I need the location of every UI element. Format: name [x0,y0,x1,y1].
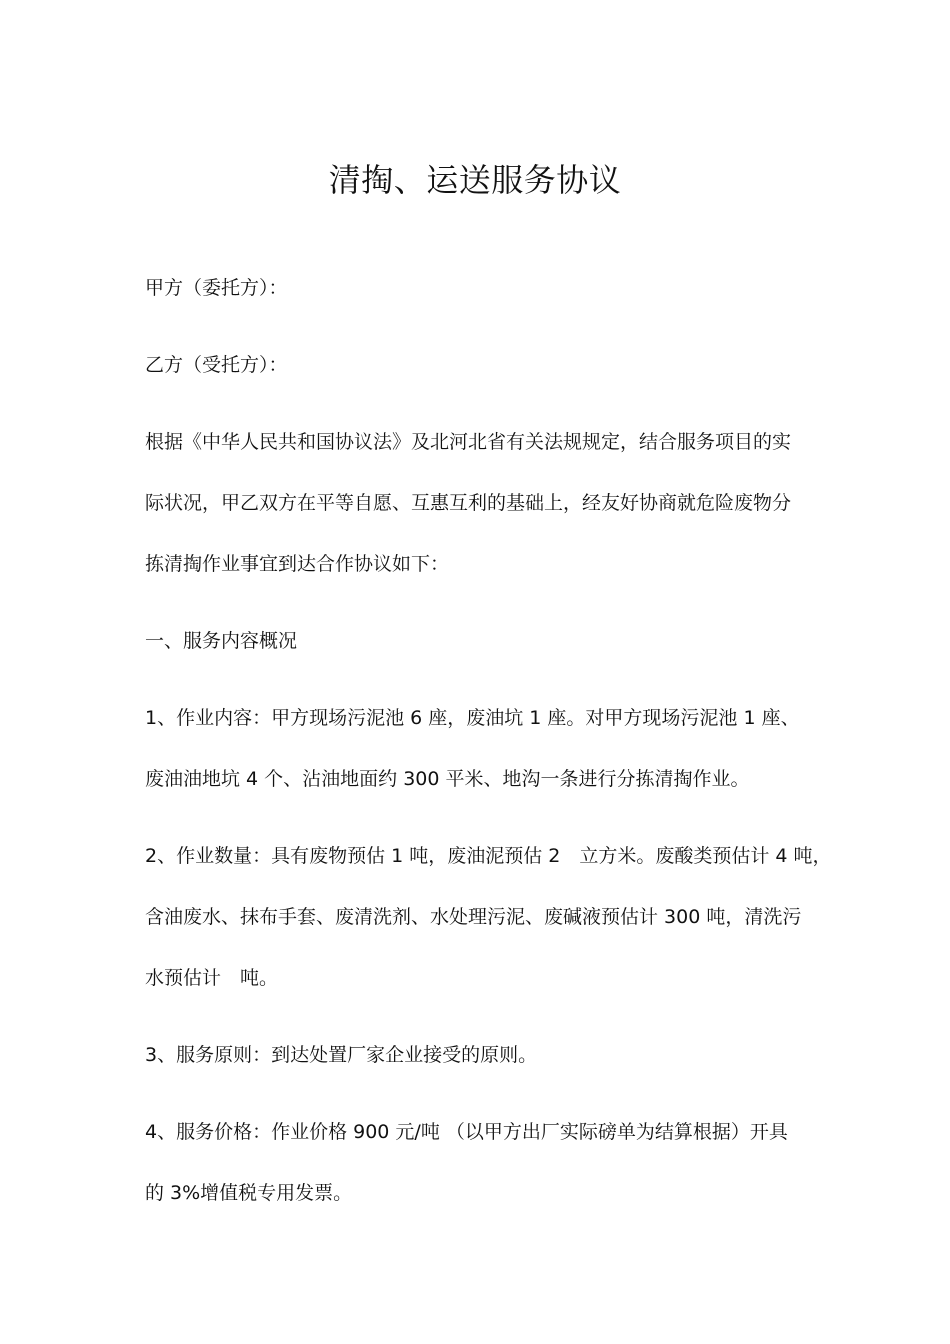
party-a-line [145,268,810,308]
item-3-paragraph [145,1035,810,1075]
item-4-paragraph [145,1112,810,1213]
section-heading-text: 一、服务内容概况 [145,630,298,652]
intro-line: 根据《中华人民共和国协议法》及北河北省有关法规规定，结合服务项目的实 [145,431,792,453]
item-4-line: 4、服务价格：作业价格 900 元/吨 （以甲方出厂实际磅单为结算根据）开具 [145,1121,788,1143]
item-4-line: 的 3%增值税专用发票。 [145,1182,353,1204]
intro-line: 拣清掏作业事宜到达合作协议如下： [145,553,450,575]
item-1-paragraph [145,698,810,799]
intro-paragraph [145,422,810,584]
item-2-line: 水预估计 吨。 [145,967,279,989]
item-2-paragraph [145,836,832,998]
item-1-line: 废油油地坑 4 个、沾油地面约 300 平米、地沟一条进行分拣清掏作业。 [145,768,750,790]
party-a-text: 甲方（委托方）： [145,277,288,299]
document-body [145,268,832,1250]
section-1-heading [145,621,810,661]
party-b-line [145,345,810,385]
item-2-line: 含油废水、抹布手套、废清洗剂、水处理污泥、废碱液预估计 300 吨，清洗污 [145,906,802,928]
party-b-text: 乙方（受托方）： [145,354,288,376]
intro-line: 际状况，甲乙双方在平等自愿、互惠互利的基础上，经友好协商就危险废物分 [145,492,792,514]
item-3-line: 3、服务原则：到达处置厂家企业接受的原则。 [145,1044,538,1066]
document-title: 清掏、运送服务协议 [328,161,622,199]
item-2-line: 2、作业数量：具有废物预估 1 吨，废油泥预估 2 立方米。废酸类预估计 4 吨， [145,845,832,867]
item-1-line: 1、作业内容：甲方现场污泥池 6 座，废油坑 1 座。对甲方现场污泥池 1 座、 [145,707,800,729]
